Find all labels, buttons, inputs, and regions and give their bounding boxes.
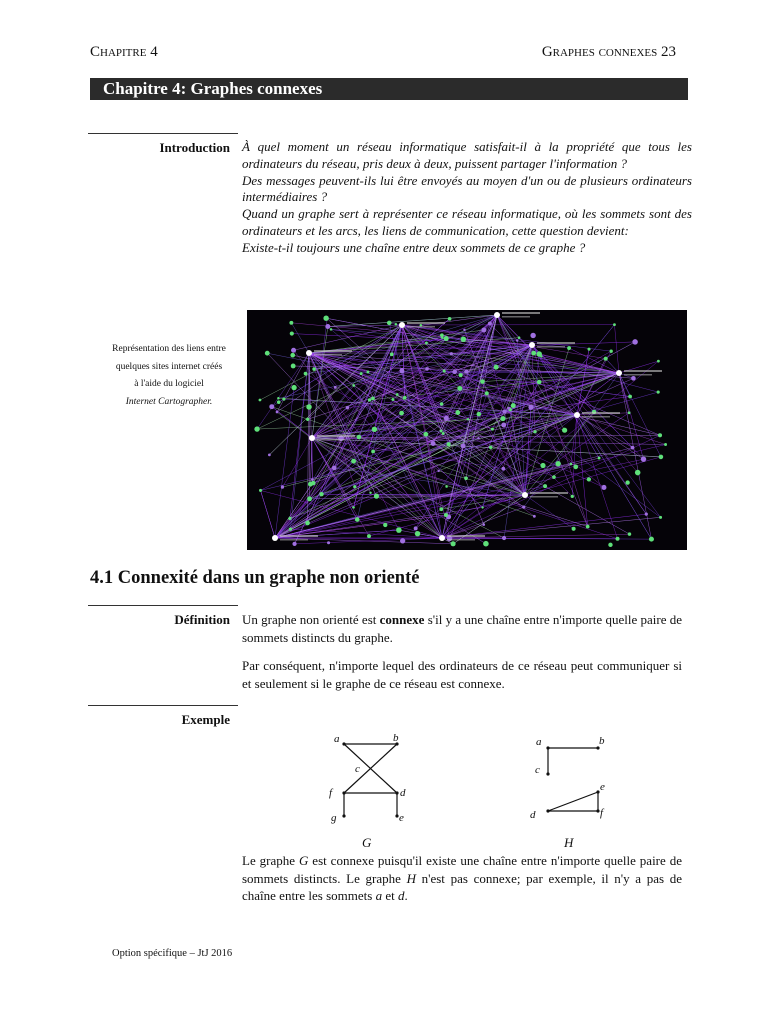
text-span: et [382,888,398,903]
vertex-label: b [393,732,399,744]
vertex-label: f [329,787,333,799]
text-span: s'il y a une chaîne entre n'importe quelle paire de sommets distincts du graphe. [242,612,683,645]
example-text [242,852,682,905]
caption-line: à l'aide du logiciel [134,379,204,389]
chapter-title: Chapitre 4: Graphes connexes [90,78,688,100]
vertex-label: g [331,812,337,824]
text-span: d [397,888,405,903]
vertex-label: d [400,787,406,799]
intro-paragraph: À quel moment un réseau informatique satisfait-il à la propriété que tous les ordinateurs du réseau, pris deux à deux, puissent partager l'information ? [242,139,692,171]
link-lines [257,315,665,544]
text-span: . [404,888,408,903]
vertex-label: e [399,812,404,824]
vertex-label: c [535,764,540,776]
vertex-label: c [355,763,360,775]
text-span: H [406,870,416,886]
running-header-title: Graphes connexes [541,44,658,60]
figure-caption [88,341,250,411]
vertex-label: b [599,735,605,747]
vertex-label: a [536,736,542,748]
margin-rule [88,133,238,134]
vertex-label: d [530,809,536,821]
vertex-label: e [600,781,605,793]
graph-name: H [564,835,574,850]
internet-cartographer-image [247,310,687,550]
text-span: G [298,853,309,868]
margin-rule [88,705,238,706]
caption-line: quelques sites internet créés [115,361,223,372]
graph-name: G [362,835,372,850]
running-header-right [542,44,676,61]
network-visualization [247,310,687,550]
page-number: 23 [661,44,676,60]
introduction-label: Introduction [159,140,230,155]
footer: Option spécifique – JtJ 2016 [112,948,233,959]
intro-paragraph: Existe-t-il toujours une chaîne entre deux sommets de ce graphe ? [242,239,586,255]
definition-paragraph [242,611,682,646]
definition-label: Définition [174,612,230,627]
caption-line: Représentation des liens entre [112,344,226,354]
text-span: a [375,888,383,903]
text-span: Un graphe non orienté est [242,612,380,627]
caption-line: Internet Cartographer. [125,396,213,407]
graph-H [522,728,622,852]
consequence-paragraph: Par conséquent, n'importe lequel des ordinateurs de ce réseau peut communiquer si et seulement si le graphe de ce réseau est connexe. [242,658,682,691]
running-header-left: Chapitre 4 [90,44,158,60]
definition-text [242,611,682,692]
vertex-label: f [600,807,604,819]
graph-G [322,728,422,852]
text-span: Le graphe [242,853,299,868]
intro-paragraph: Des messages peuvent-ils lui être envoyés au moyen d'un ou de plusieurs ordinateurs intermédiaires ? [242,172,692,205]
vertex-label: a [334,733,340,745]
intro-paragraph: Quand un graphe sert à représenter ce réseau informatique, où les sommets sont des ordinateurs et les arcs, les liens de communication, cette question devient: [242,206,692,238]
term-connexe: connexe [379,612,425,627]
text-span: n'est pas connexe; par exemple, il n'y a pas de chaîne entre les sommets [242,870,683,903]
text-span: est connexe puisqu'il existe une chaîne entre n'importe quelle paire de sommets distincts. Le graphe [242,853,682,886]
section-title: 4.1 Connexité dans un graphe non orienté [90,568,420,588]
margin-rule [88,605,238,606]
introduction-text [242,139,692,257]
example-label: Exemple [181,712,230,727]
